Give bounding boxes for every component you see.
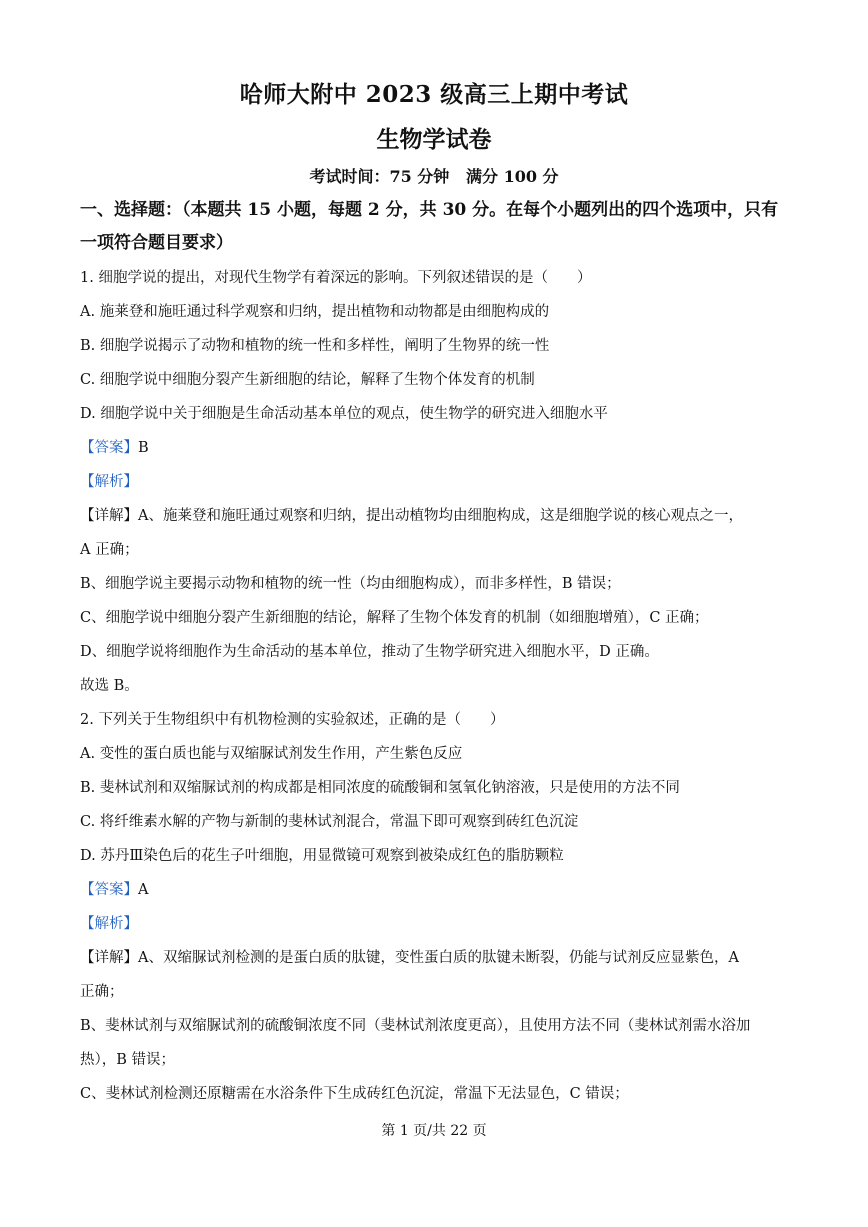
analysis-tag: 【解析】 xyxy=(80,916,138,932)
page-number: 第 1 页/共 22 页 xyxy=(381,1123,487,1139)
question-2-detail-line xyxy=(80,948,739,968)
question-1-conclusion: 故选 B。 xyxy=(80,678,139,694)
question-2-detail-line: 正确； xyxy=(80,984,124,1000)
detail-tag: 【详解】 xyxy=(80,950,138,966)
question-2-option-a: A. 变性的蛋白质也能与双缩脲试剂发生作用，产生紫色反应 xyxy=(80,746,463,762)
question-1-stem: 1. 细胞学说的提出，对现代生物学有着深远的影响。下列叙述错误的是（ ） xyxy=(80,270,592,286)
question-2-detail-line: C、斐林试剂检测还原糖需在水浴条件下生成砖红色沉淀，常温下无法显色，C 错误； xyxy=(80,1086,629,1102)
question-1-option-c: C. 细胞学说中细胞分裂产生新细胞的结论，解释了生物个体发育的机制 xyxy=(80,372,535,388)
question-1-analysis xyxy=(80,472,138,492)
answer-value: B xyxy=(138,440,149,456)
question-2-analysis xyxy=(80,914,138,934)
question-2-option-d: D. 苏丹Ⅲ染色后的花生子叶细胞，用显微镜可观察到被染成红色的脂肪颗粒 xyxy=(80,848,564,864)
question-1-detail-line xyxy=(80,506,743,526)
question-1-detail-line: A 正确； xyxy=(80,542,139,558)
analysis-tag: 【解析】 xyxy=(80,474,138,490)
question-1-answer xyxy=(80,438,149,458)
question-2-detail-line: B、斐林试剂与双缩脲试剂的硫酸铜浓度不同（斐林试剂浓度更高），且使用方法不同（斐林试剂需水浴加 xyxy=(80,1018,751,1034)
question-1-option-b: B. 细胞学说揭示了动物和植物的统一性和多样性，阐明了生物界的统一性 xyxy=(80,338,550,354)
question-2-option-b: B. 斐林试剂和双缩脲试剂的构成都是相同浓度的硫酸铜和氢氧化钠溶液，只是使用的方法不同 xyxy=(80,780,680,796)
question-1-detail-line: C、细胞学说中细胞分裂产生新细胞的结论，解释了生物个体发育的机制（如细胞增殖），C 正确； xyxy=(80,610,709,626)
exam-title: 哈师大附中 2023 级高三上期中考试 xyxy=(239,81,629,108)
exam-info: 考试时间：75 分钟 满分 100 分 xyxy=(309,167,559,186)
question-1-detail-line: D、细胞学说将细胞作为生命活动的基本单位，推动了生物学研究进入细胞水平，D 正确。 xyxy=(80,644,659,660)
question-2-answer xyxy=(80,880,148,900)
question-1-detail-line: B、细胞学说主要揭示动物和植物的统一性（均由细胞构成），而非多样性，B 错误； xyxy=(80,576,621,592)
detail-text: A、双缩脲试剂检测的是蛋白质的肽键，变性蛋白质的肽键未断裂，仍能与试剂反应显紫色，A xyxy=(138,950,739,966)
answer-value: A xyxy=(138,882,149,898)
question-2-detail-line: 热），B 错误； xyxy=(80,1052,176,1068)
answer-tag: 【答案】 xyxy=(80,440,138,456)
question-1-option-a: A. 施莱登和施旺通过科学观察和归纳，提出植物和动物都是由细胞构成的 xyxy=(80,304,550,320)
question-2-stem: 2. 下列关于生物组织中有机物检测的实验叙述，正确的是（ ） xyxy=(80,712,505,728)
question-1-option-d: D. 细胞学说中关于细胞是生命活动基本单位的观点，使生物学的研究进入细胞水平 xyxy=(80,406,608,422)
exam-subtitle: 生物学试卷 xyxy=(376,126,492,153)
detail-text: A、施莱登和施旺通过观察和归纳，提出动植物均由细胞构成，这是细胞学说的核心观点之一， xyxy=(138,508,743,524)
detail-tag: 【详解】 xyxy=(80,508,138,524)
question-2-option-c: C. 将纤维素水解的产物与新制的斐林试剂混合，常温下即可观察到砖红色沉淀 xyxy=(80,814,579,830)
section-heading: 一、选择题：（本题共 15 小题，每题 2 分，共 30 分。在每个小题列出的四个选项中，只有一项符合题目要求） xyxy=(80,200,779,253)
answer-tag: 【答案】 xyxy=(80,882,138,898)
